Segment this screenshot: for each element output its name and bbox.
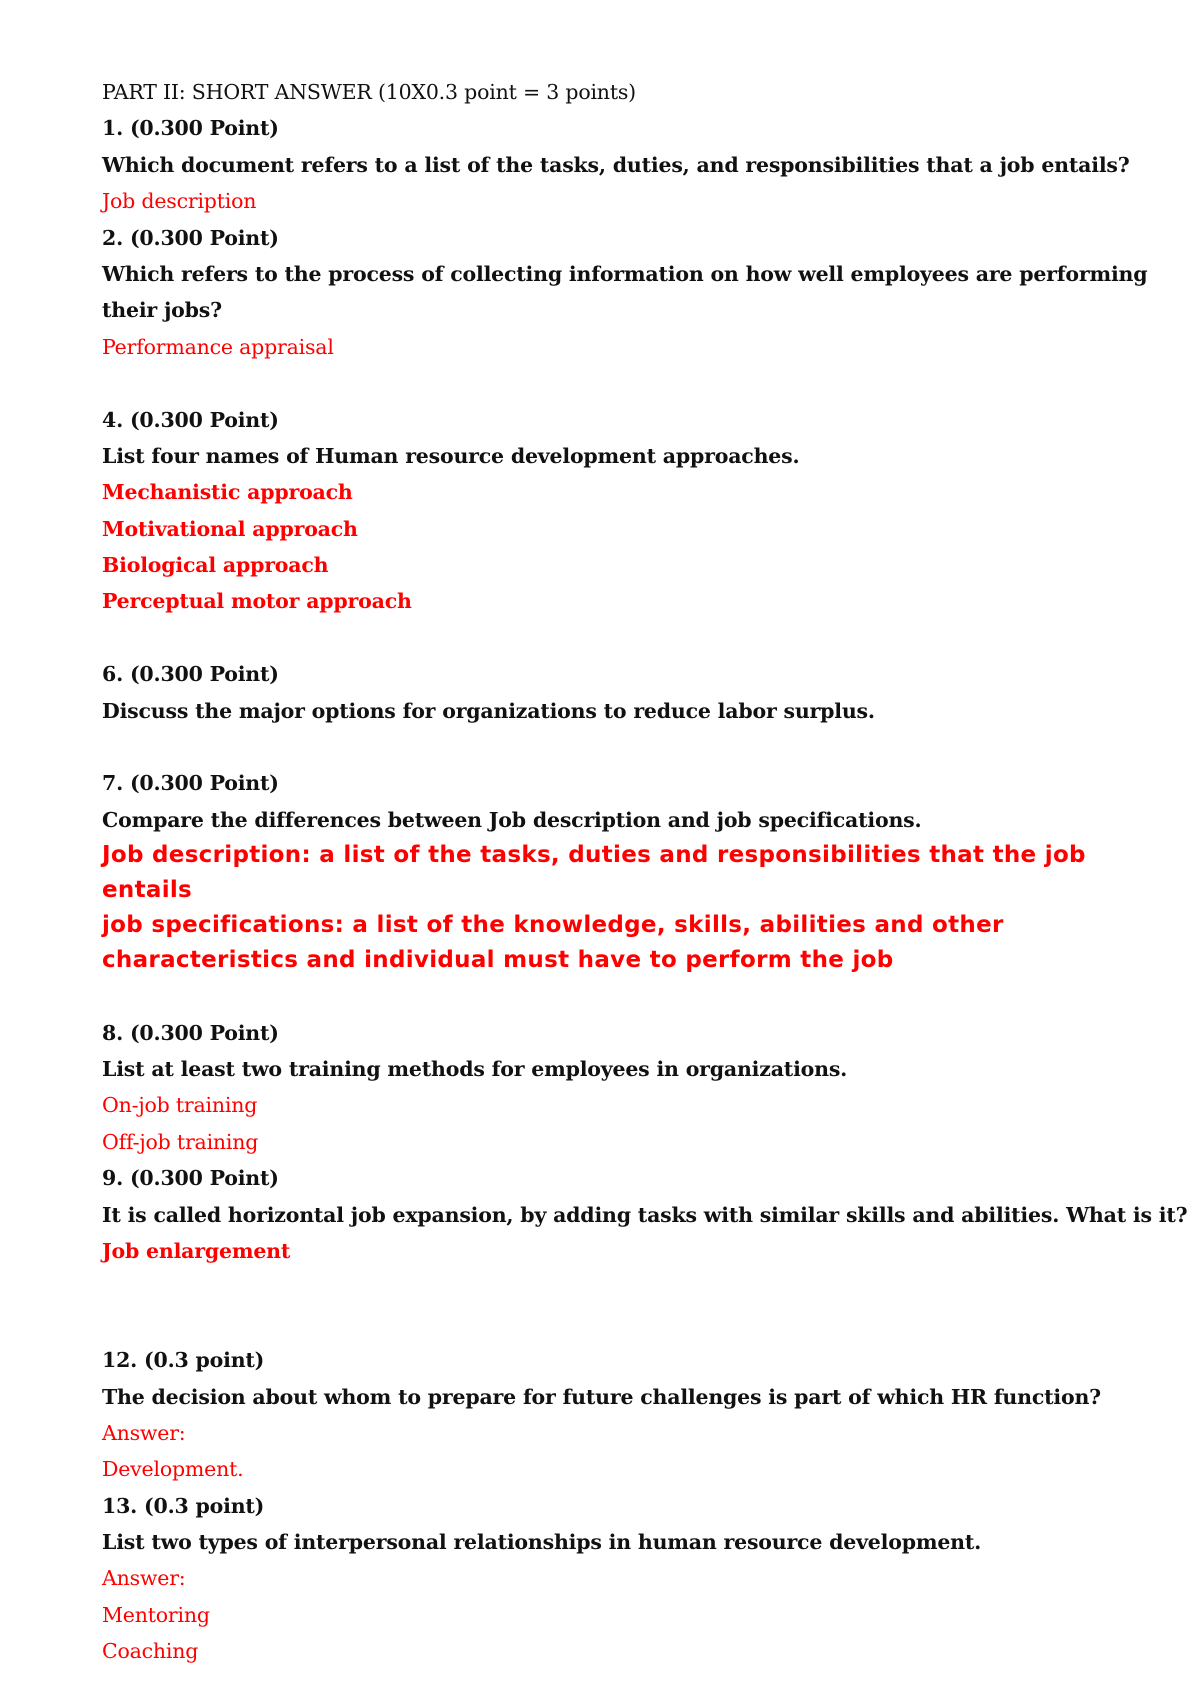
- q8-answer-item: On-job training: [102, 1093, 258, 1118]
- q7-answer-line: Job description: a list of the tasks, duties and responsibilities that the job: [102, 842, 1086, 869]
- q13-answer-item: Coaching: [102, 1639, 199, 1664]
- document-page: [102, 74, 1188, 1670]
- q13-answer-item: Mentoring: [102, 1602, 210, 1627]
- q7-answer-line: job specifications: a list of the knowledge, skills, abilities and other: [102, 912, 1004, 939]
- q12-question: The decision about whom to prepare for future challenges is part of which HR function?: [102, 1384, 1101, 1409]
- q7-answer-line: characteristics and individual must have to perform the job: [102, 947, 894, 974]
- q7-question: Compare the differences between Job description and job specifications.: [102, 807, 922, 832]
- q4-answer-item: Mechanistic approach: [102, 480, 353, 505]
- spacer: [102, 1269, 1102, 1342]
- q1-points: 1. (0.300 Point): [102, 116, 279, 141]
- q2-question-line2: their jobs?: [102, 298, 222, 323]
- spacer: [102, 978, 1102, 1014]
- q2-points: 2. (0.300 Point): [102, 225, 279, 250]
- q13-answer-label: Answer:: [102, 1566, 186, 1591]
- spacer: [102, 620, 1102, 656]
- q7-answer-line: entails: [102, 877, 193, 904]
- q12-points: 12. (0.3 point): [102, 1348, 265, 1373]
- q4-points: 4. (0.300 Point): [102, 407, 279, 432]
- q4-answer-item: Biological approach: [102, 553, 329, 578]
- spacer: [102, 365, 1102, 401]
- q13-points: 13. (0.3 point): [102, 1493, 265, 1518]
- section-heading: PART II: SHORT ANSWER (10X0.3 point = 3 points): [102, 80, 636, 104]
- q9-points: 9. (0.300 Point): [102, 1166, 279, 1191]
- q12-answer-label: Answer:: [102, 1420, 186, 1445]
- q4-answer-item: Motivational approach: [102, 516, 358, 541]
- q2-question-line1: Which refers to the process of collecting information on how well employees are performing: [102, 261, 1148, 286]
- q1-question: Which document refers to a list of the tasks, duties, and responsibilities that a job entails?: [102, 152, 1130, 177]
- q7-points: 7. (0.300 Point): [102, 771, 279, 796]
- q9-answer: Job enlargement: [102, 1238, 291, 1263]
- q8-answer-item: Off-job training: [102, 1129, 259, 1154]
- q13-question: List two types of interpersonal relationships in human resource development.: [102, 1530, 982, 1555]
- q8-question: List at least two training methods for employees in organizations.: [102, 1056, 848, 1081]
- q12-answer: Development.: [102, 1457, 244, 1482]
- q4-question: List four names of Human resource development approaches.: [102, 443, 800, 468]
- q6-question: Discuss the major options for organizations to reduce labor surplus.: [102, 698, 875, 723]
- q6-points: 6. (0.300 Point): [102, 662, 279, 687]
- q9-question: It is called horizontal job expansion, by adding tasks with similar skills and abilities. What is it?: [102, 1202, 1188, 1227]
- q4-answer-item: Perceptual motor approach: [102, 589, 412, 614]
- q8-points: 8. (0.300 Point): [102, 1020, 279, 1045]
- q2-answer: Performance appraisal: [102, 334, 334, 359]
- q1-answer: Job description: [102, 189, 257, 214]
- spacer: [102, 729, 1102, 765]
